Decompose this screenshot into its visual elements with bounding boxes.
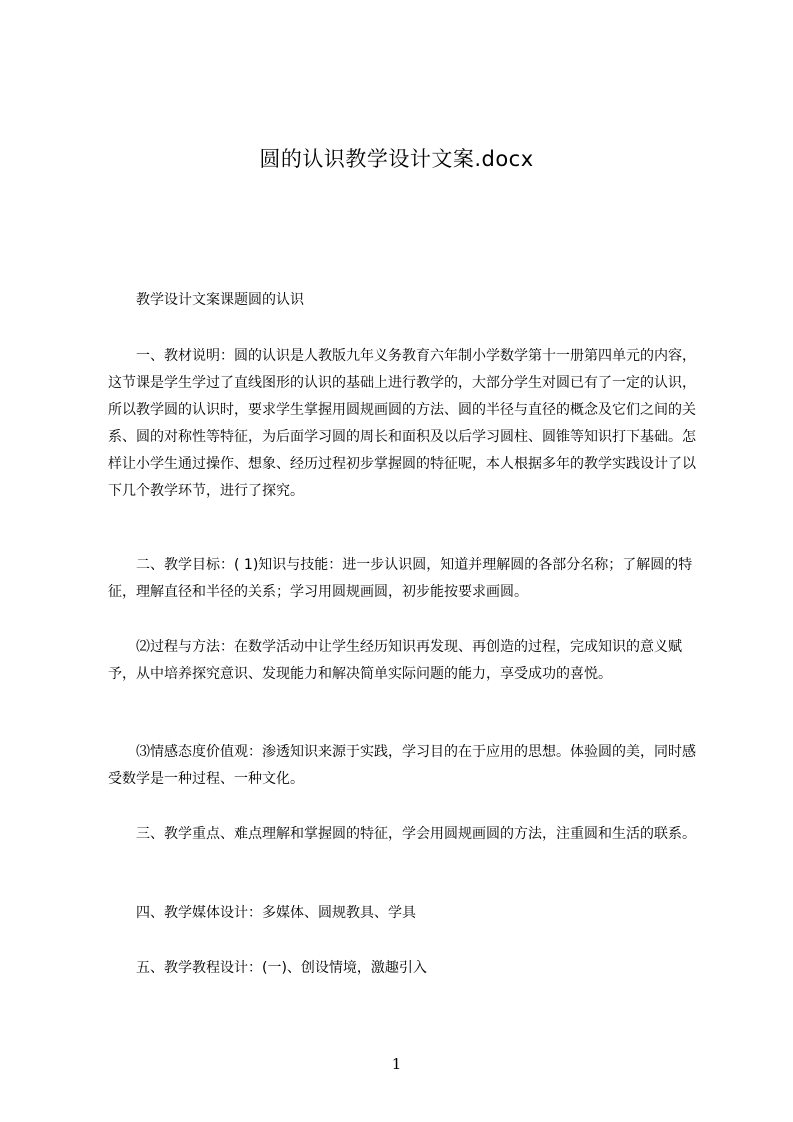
paragraph-emotion-attitude: ⑶情感态度价值观：渗透知识来源于实践，学习目的在于应用的思想。体验圆的美，同时感受数学是一种过程、一种文化。	[108, 744, 696, 787]
paragraph-lesson-topic: 教学设计文案课题圆的认识	[136, 292, 304, 308]
paragraph-teaching-material: 一、教材说明：圆的认识是人教版九年义务教育六年制小学数学第十一册第四单元的内容，这节课是学生学过了直线图形的认识的基础上进行教学的，大部分学生对圆已有了一定的认识，所以教学圆的认识时，要求学生掌握用圆规画圆的方法、圆的半径与直径的概念及它们之间的关系、圆的对称性等特征，为后面学习圆的周长和面积及以后学习圆柱、圆锥等知识打下基础。怎样让小学生通过操作、想象、经历过程初步掌握圆的特征呢，本人根据多年的教学实践设计了以下几个教学环节，进行了探究。	[108, 348, 696, 499]
paragraph-key-points: 三、教学重点、难点理解和掌握圆的特征，学会用圆规画圆的方法，注重圆和生活的联系。	[136, 826, 696, 842]
paragraph-course-design: 五、教学教程设计：(一)、创设情境，激趣引入	[136, 960, 427, 976]
paragraph-teaching-goals: 二、教学目标：( 1)知识与技能：进一步认识圆，知道并理解圆的各部分名称；了解圆的特征，理解直径和半径的关系；学习用圆规画圆，初步能按要求画圆。	[108, 557, 693, 600]
page-number: 1	[391, 1055, 402, 1073]
document-title: 圆的认识教学设计文案.docx	[259, 147, 534, 171]
paragraph-media-design: 四、教学媒体设计：多媒体、圆规教具、学具	[136, 905, 416, 921]
paragraph-process-methods: ⑵过程与方法：在数学活动中让学生经历知识再发现、再创造的过程，完成知识的意义赋予，从中培养探究意识、发现能力和解决简单实际问题的能力，享受成功的喜悦。	[108, 639, 682, 682]
